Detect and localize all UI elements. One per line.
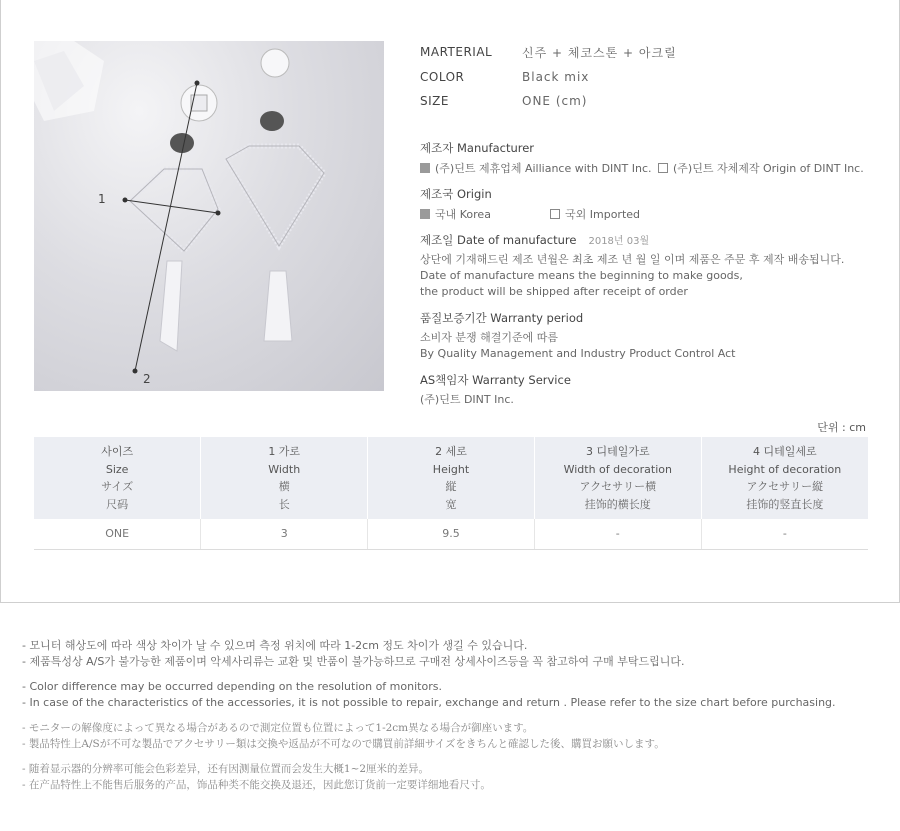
warranty-section: [420, 310, 880, 362]
note-line: - 在产品特性上不能售后服务的产品，饰品种类不能交换及退还，因此您订货前一定要详细地看尺寸。: [22, 779, 491, 791]
section-title: 제조국 Origin: [420, 187, 492, 201]
notes-korean: [22, 638, 836, 670]
unit-label: 단위 : cm: [817, 421, 866, 434]
date-section: [420, 232, 880, 300]
option-alliance: [420, 160, 658, 176]
checked-box-icon: [420, 163, 430, 173]
note-line: - In case of the characteristics of the accessories, it is not possible to repair, exchange and return . Please refer to the size chart before purchasing.: [22, 696, 836, 709]
origin-section: [420, 186, 880, 222]
table-cell: 9.5: [368, 519, 535, 549]
unchecked-box-icon: [658, 163, 668, 173]
option-korea: [420, 206, 550, 222]
product-photo: [34, 41, 384, 391]
spec-key: MARTERIAL: [420, 45, 493, 60]
spec-color: [420, 65, 677, 90]
notes-chinese: [22, 761, 836, 793]
date-title: 제조일 Date of manufacture: [420, 233, 577, 247]
size-table-header: [34, 437, 868, 519]
earring-illustration: [34, 41, 384, 391]
spec-material: [420, 40, 677, 65]
option-origin-dint: [658, 160, 864, 176]
note-line: - 제품특성상 A/S가 불가능한 제품이며 악세사리류는 교환 및 반품이 불가능하므로 구매전 상세사이즈등을 꼭 참고하여 구매 부탁드립니다.: [22, 655, 685, 668]
date-line: 상단에 기재해드린 제조 년월은 최초 제조 년 월 일 이며 제품은 주문 후 제작 배송됩니다.: [420, 253, 845, 266]
note-line: - 随着显示器的分辨率可能会色彩差异，还有因测量位置而会发生大概1~2厘米的差异。: [22, 763, 430, 775]
spec-key: SIZE: [420, 94, 449, 109]
header-deco-width: 3 디테일가로 Width of decoration アクセサリー横 挂饰的横长度: [534, 437, 701, 519]
option-label: 국내 Korea: [435, 208, 491, 221]
product-info: [420, 140, 880, 418]
spec-value: Black mix: [522, 69, 590, 84]
date-line: Date of manufacture means the beginning to make goods,: [420, 269, 743, 282]
warranty-line: 소비자 분쟁 해결기준에 따름: [420, 331, 559, 344]
unchecked-box-icon: [550, 209, 560, 219]
option-imported: [550, 206, 640, 222]
section-title: 품질보증기간 Warranty period: [420, 311, 584, 325]
spec-key: COLOR: [420, 69, 465, 84]
option-label: (주)딘트 자체제작 Origin of DINT Inc.: [673, 162, 864, 175]
note-line: - モニターの解像度によって異なる場合があるので測定位置も位置によって1-2cm異なる場合が御座います。: [22, 722, 534, 734]
section-title: [420, 232, 880, 248]
table-row: [34, 519, 868, 549]
table-cell: 3: [201, 519, 368, 549]
notes-japanese: [22, 720, 836, 752]
note-line: - 모니터 해상도에 따라 색상 차이가 날 수 있으며 측정 위치에 따라 1-2cm 정도 차이가 생길 수 있습니다.: [22, 639, 528, 652]
date-value: 2018년 03월: [588, 236, 650, 247]
note-line: - Color difference may be occurred depending on the resolution of monitors.: [22, 680, 442, 693]
table-cell: -: [701, 519, 868, 549]
callout-1: 1: [98, 192, 106, 206]
spec-value: ONE (cm): [522, 94, 588, 109]
date-line: the product will be shipped after receipt of order: [420, 285, 688, 298]
manufacturer-section: [420, 140, 880, 176]
notice-section: [22, 638, 836, 802]
spec-value: 신주 + 체코스톤 + 아크릴: [522, 45, 677, 60]
warranty-line: By Quality Management and Industry Product Control Act: [420, 347, 736, 360]
header-size: 사이즈 Size サイズ 尺码: [34, 437, 201, 519]
section-title: AS책임자 Warranty Service: [420, 373, 571, 387]
note-line: - 製品特性上A/Sが不可な製品でアクセサリー類は交換や返品が不可なので購買前詳細サイズをきちんと確認した後、購買お願いします。: [22, 738, 665, 750]
service-line: (주)딘트 DINT Inc.: [420, 393, 514, 406]
header-height: 2 세로 Height 縦 宽: [368, 437, 535, 519]
option-label: (주)딘트 제휴업체 Ailliance with DINT Inc.: [435, 162, 652, 175]
header-width: 1 가로 Width 横 长: [201, 437, 368, 519]
callout-2: 2: [143, 372, 151, 386]
table-cell: -: [534, 519, 701, 549]
spec-size: [420, 89, 677, 114]
option-label: 국외 Imported: [565, 208, 641, 221]
spec-list: [420, 40, 677, 114]
size-table: [34, 437, 868, 550]
notes-english: [22, 679, 836, 711]
service-section: [420, 372, 880, 408]
table-cell: ONE: [34, 519, 201, 549]
section-title: 제조자 Manufacturer: [420, 141, 535, 155]
checked-box-icon: [420, 209, 430, 219]
header-deco-height: 4 디테일세로 Height of decoration アクセサリー縦 挂饰的竖直长度: [701, 437, 868, 519]
